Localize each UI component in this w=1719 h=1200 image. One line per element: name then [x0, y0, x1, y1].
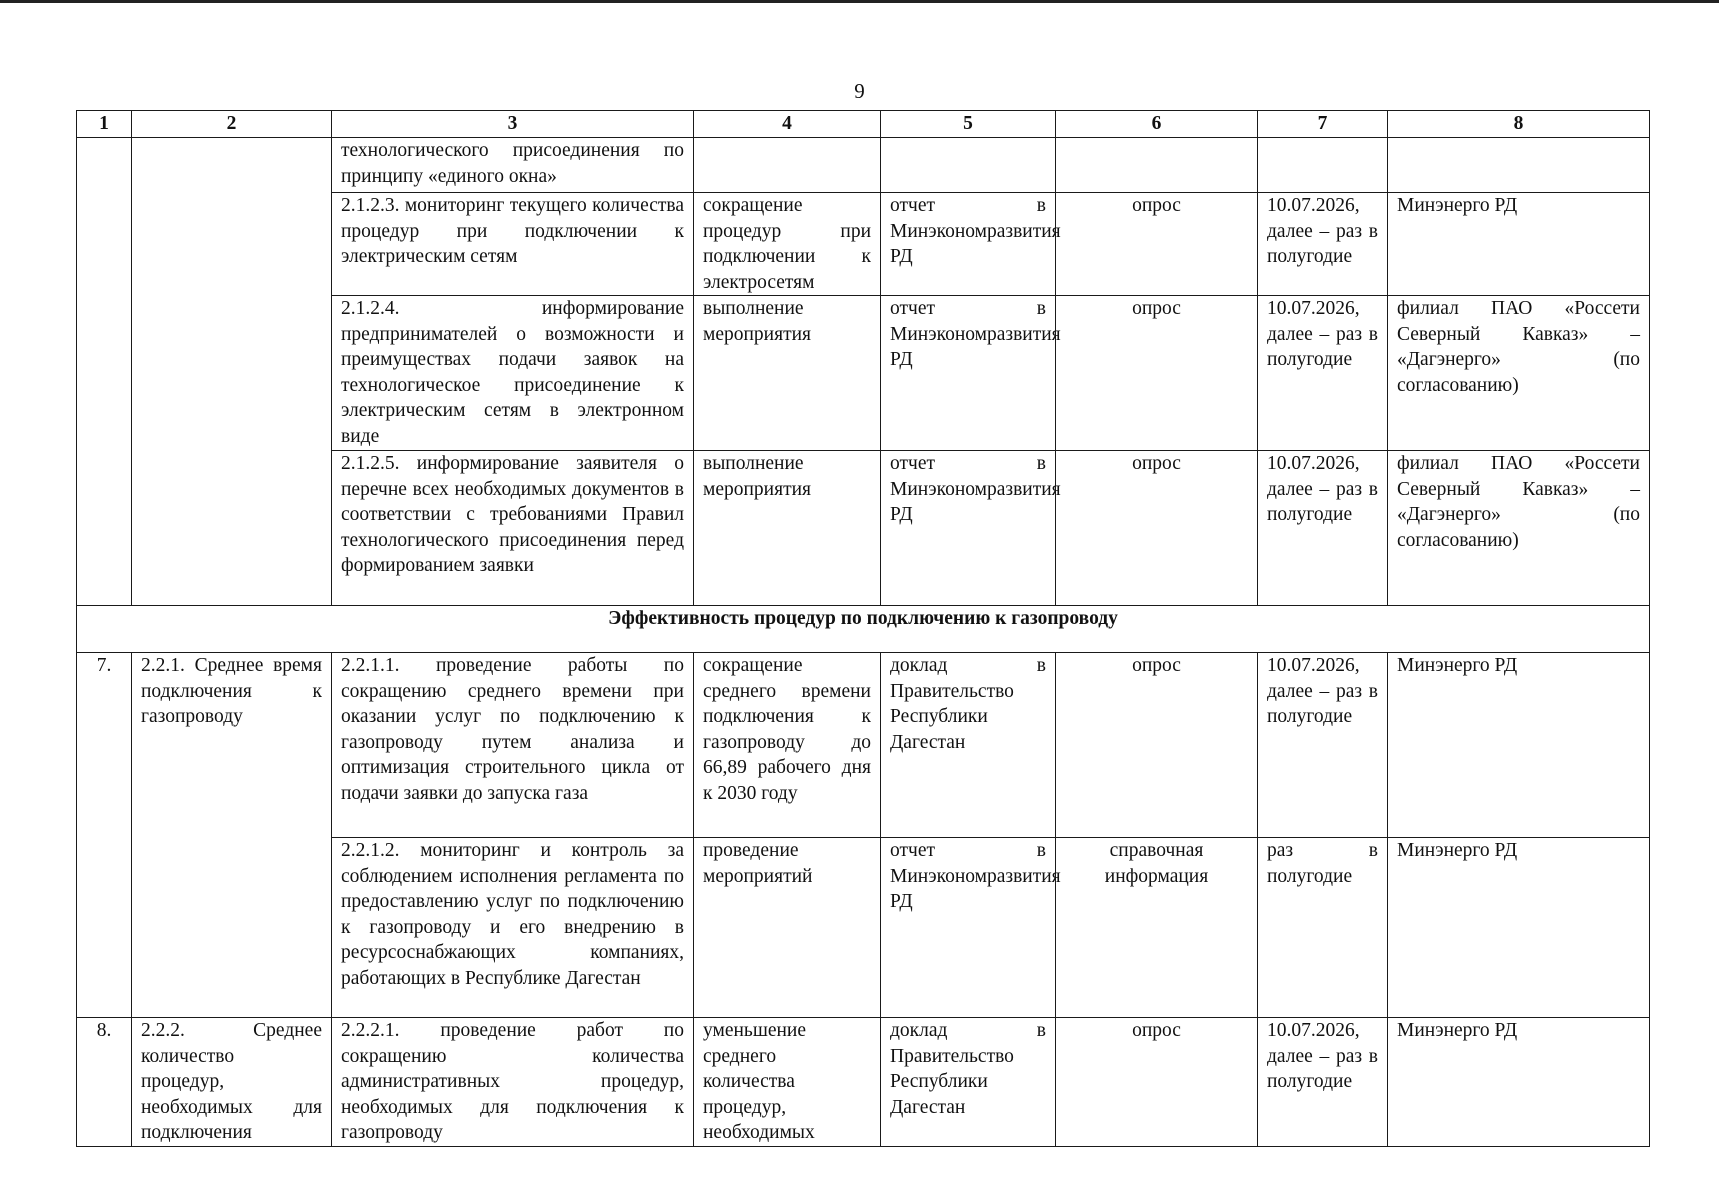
deadline-cell: 10.07.2026, далее – раз в полугодие — [1258, 296, 1388, 451]
reporting-cell: отчет в Минэкономразвития РД — [881, 296, 1056, 451]
responsible-cell: Минэнерго РД — [1388, 838, 1650, 1018]
method-cell: опрос — [1056, 1018, 1258, 1147]
row-number-cell: 7. — [77, 653, 132, 1018]
responsible-cell: Минэнерго РД — [1388, 193, 1650, 296]
measure-cell: 2.2.1.2. мониторинг и контроль за соблюдением исполнения регламента по предоставлению услуг по подключению к газопроводу и его внедрению в ресурсоснабжающих компаниях, работающих в Республике Дагестан — [332, 838, 694, 1018]
deadline-cell: 10.07.2026, далее – раз в полугодие — [1258, 1018, 1388, 1147]
row-number-cell — [77, 138, 132, 606]
reporting-cell: отчет в Минэкономразвития РД — [881, 838, 1056, 1018]
column-header-4: 4 — [694, 111, 881, 138]
measure-cell: 2.1.2.3. мониторинг текущего количества процедур при подключении к электрическим сетям — [332, 193, 694, 296]
result-cell — [694, 138, 881, 193]
measure-cell: 2.1.2.4. информирование предпринимателей о возможности и преимуществах подачи заявок на технологическое присоединение к электрическим сетям в электронном виде — [332, 296, 694, 451]
responsible-cell: филиал ПАО «Россети Северный Кавказ» – «Дагэнерго» (по согласованию) — [1388, 296, 1650, 451]
result-cell: проведение мероприятий — [694, 838, 881, 1018]
deadline-cell: 10.07.2026, далее – раз в полугодие — [1258, 451, 1388, 606]
measure-cell: 2.2.2.1. проведение работ по сокращению количества административных процедур, необходимых для подключения к газопроводу — [332, 1018, 694, 1147]
section-title: Эффективность процедур по подключению к газопроводу — [77, 606, 1650, 653]
reporting-cell: доклад в Правительство Республики Дагестан — [881, 653, 1056, 838]
header-row — [77, 111, 1650, 138]
column-header-3: 3 — [332, 111, 694, 138]
method-cell: опрос — [1056, 653, 1258, 838]
column-header-6: 6 — [1056, 111, 1258, 138]
deadline-cell: 10.07.2026, далее – раз в полугодие — [1258, 653, 1388, 838]
result-cell: сокращение процедур при подключении к электросетям — [694, 193, 881, 296]
row-number-cell: 8. — [77, 1018, 132, 1147]
method-cell: опрос — [1056, 451, 1258, 606]
reporting-cell: доклад в Правительство Республики Дагестан — [881, 1018, 1056, 1147]
page-number: 9 — [854, 79, 865, 103]
measure-cell: технологического присоединения по принципу «единого окна» — [332, 138, 694, 193]
reporting-cell — [881, 138, 1056, 193]
table-row — [77, 1018, 1650, 1147]
indicator-cell: 2.2.2. Среднее количество процедур, необходимых для подключения — [132, 1018, 332, 1147]
deadline-cell: 10.07.2026, далее – раз в полугодие — [1258, 193, 1388, 296]
measure-cell: 2.1.2.5. информирование заявителя о перечне всех необходимых документов в соответствии с требованиями Правил технологического присоединения перед формированием заявки — [332, 451, 694, 606]
table-row — [77, 138, 1650, 193]
result-cell: выполнение мероприятия — [694, 451, 881, 606]
responsible-cell: филиал ПАО «Россети Северный Кавказ» – «Дагэнерго» (по согласованию) — [1388, 451, 1650, 606]
method-cell — [1056, 138, 1258, 193]
measures-table — [76, 110, 1650, 1147]
method-cell: справочная информация — [1056, 838, 1258, 1018]
indicator-cell — [132, 138, 332, 606]
column-header-7: 7 — [1258, 111, 1388, 138]
result-cell: выполнение мероприятия — [694, 296, 881, 451]
column-header-8: 8 — [1388, 111, 1650, 138]
column-header-2: 2 — [132, 111, 332, 138]
reporting-cell: отчет в Минэкономразвития РД — [881, 193, 1056, 296]
responsible-cell: Минэнерго РД — [1388, 1018, 1650, 1147]
indicator-cell: 2.2.1. Среднее время подключения к газопроводу — [132, 653, 332, 1018]
method-cell: опрос — [1056, 296, 1258, 451]
method-cell: опрос — [1056, 193, 1258, 296]
measure-cell: 2.2.1.1. проведение работы по сокращению среднего времени при оказании услуг по подключению к газопроводу путем анализа и оптимизация строительного цикла от подачи заявки до запуска газа — [332, 653, 694, 838]
column-header-1: 1 — [77, 111, 132, 138]
result-cell: сокращение среднего времени подключения к газопроводу до 66,89 рабочего дня к 2030 году — [694, 653, 881, 838]
deadline-cell: раз в полугодие — [1258, 838, 1388, 1018]
scan-top-edge — [0, 0, 1719, 3]
deadline-cell — [1258, 138, 1388, 193]
section-heading-row — [77, 606, 1650, 653]
table-row — [77, 653, 1650, 838]
responsible-cell — [1388, 138, 1650, 193]
result-cell: уменьшение среднего количества процедур, необходимых — [694, 1018, 881, 1147]
responsible-cell: Минэнерго РД — [1388, 653, 1650, 838]
column-header-5: 5 — [881, 111, 1056, 138]
reporting-cell: отчет в Минэкономразвития РД — [881, 451, 1056, 606]
